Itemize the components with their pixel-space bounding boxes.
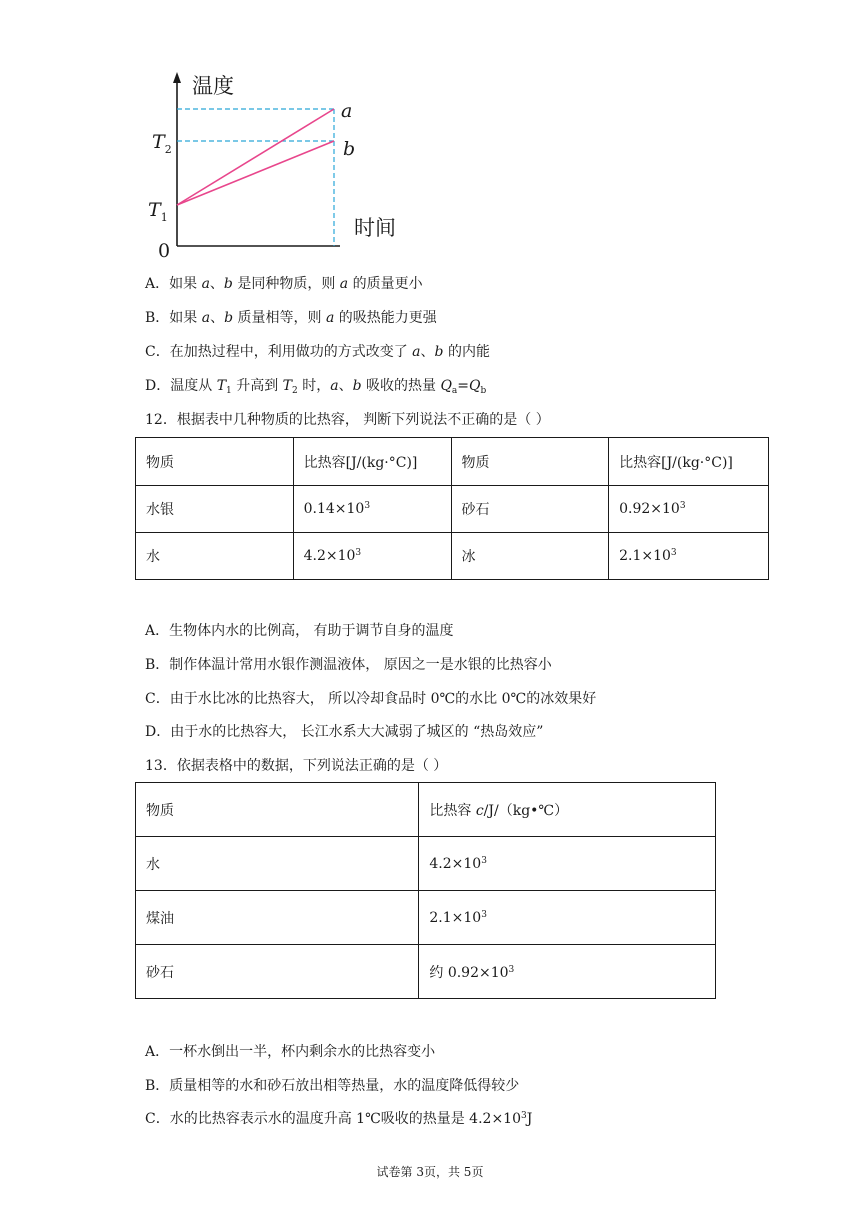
q12-option-d: D．由于水的比热容大， 长江水系大大减弱了城区的 “热岛效应”: [145, 724, 544, 740]
header-cell: 物质: [136, 783, 419, 837]
t1-label: $T_1$: [148, 199, 168, 224]
table-row: [136, 891, 716, 945]
q11-option-c: C．在加热过程中，利用做功的方式改变了 a、b 的内能: [145, 344, 490, 360]
q13-table: [135, 782, 716, 999]
substance-cell: 水银: [136, 486, 294, 533]
table-row: [136, 533, 769, 580]
q12-stem: 12．根据表中几种物质的比热容， 判断下列说法不正确的是（ ）: [145, 412, 550, 428]
table-row: [136, 837, 716, 891]
table-row: [136, 486, 769, 533]
substance-cell: 煤油: [136, 891, 419, 945]
q13-stem: 13．依据表格中的数据，下列说法正确的是（ ）: [145, 758, 448, 774]
table-row: [136, 945, 716, 999]
substance-cell: 砂石: [451, 486, 609, 533]
line-b-label: b: [343, 138, 356, 160]
value-cell: $2.1\times 10^3$: [419, 891, 716, 945]
header-cell: 物质: [136, 438, 294, 486]
y-axis-arrow: [173, 72, 181, 83]
substance-cell: 水: [136, 837, 419, 891]
value-cell: $0.92\times 10^3$: [609, 486, 769, 533]
q12-option-c: C．由于水比冰的比热容大， 所以冷却食品时 0℃的水比 0℃的冰效果好: [145, 691, 597, 707]
q13-option-c: C．水的比热容表示水的温度升高 1℃吸收的热量是 $4.2\times 10^3J$: [145, 1111, 533, 1127]
table-header-row: [136, 783, 716, 837]
origin-label: 0: [158, 240, 171, 262]
page-footer: 试卷第 3页，共 5页: [376, 1165, 484, 1179]
header-cell: 比热容 c/J/（kg•℃）: [419, 783, 716, 837]
line-b: [177, 141, 334, 205]
line-a-label: a: [341, 100, 353, 122]
q11-option-a: A．如果 a、b 是同种物质，则 a 的质量更小: [145, 276, 423, 292]
substance-cell: 砂石: [136, 945, 419, 999]
value-cell: 约 $0.92\times 10^3$: [419, 945, 716, 999]
line-a: [177, 109, 334, 205]
value-cell: $4.2\times 10^3$: [293, 533, 451, 580]
x-axis-label: 时间: [354, 216, 396, 240]
temperature-time-graph: [140, 66, 420, 266]
value-cell: $2.1\times 10^3$: [609, 533, 769, 580]
q13-option-b: B．质量相等的水和砂石放出相等热量，水的温度降低得较少: [145, 1078, 520, 1094]
header-cell: 比热容[J/(kg·°C)]: [293, 438, 451, 486]
q11-option-d: D．温度从 $T_1$ 升高到 $T_2$ 时，a、b 吸收的热量 $Q_a=Q_b$: [145, 378, 487, 396]
q12-option-a: A．生物体内水的比例高， 有助于调节自身的温度: [145, 623, 454, 639]
table-header-row: [136, 438, 769, 486]
q12-table: [135, 437, 769, 580]
y-axis-label: 温度: [192, 74, 234, 98]
substance-cell: 水: [136, 533, 294, 580]
substance-cell: 冰: [451, 533, 609, 580]
q12-option-b: B．制作体温计常用水银作测温液体， 原因之一是水银的比热容小: [145, 657, 552, 673]
value-cell: $4.2\times 10^3$: [419, 837, 716, 891]
header-cell: 物质: [451, 438, 609, 486]
value-cell: $0.14\times 10^3$: [293, 486, 451, 533]
header-cell: 比热容[J/(kg·°C)]: [609, 438, 769, 486]
q13-option-a: A．一杯水倒出一半，杯内剩余水的比热容变小: [145, 1044, 436, 1060]
t2-label: $T_2$: [152, 131, 172, 156]
q11-option-b: B．如果 a、b 质量相等，则 a 的吸热能力更强: [145, 310, 437, 326]
